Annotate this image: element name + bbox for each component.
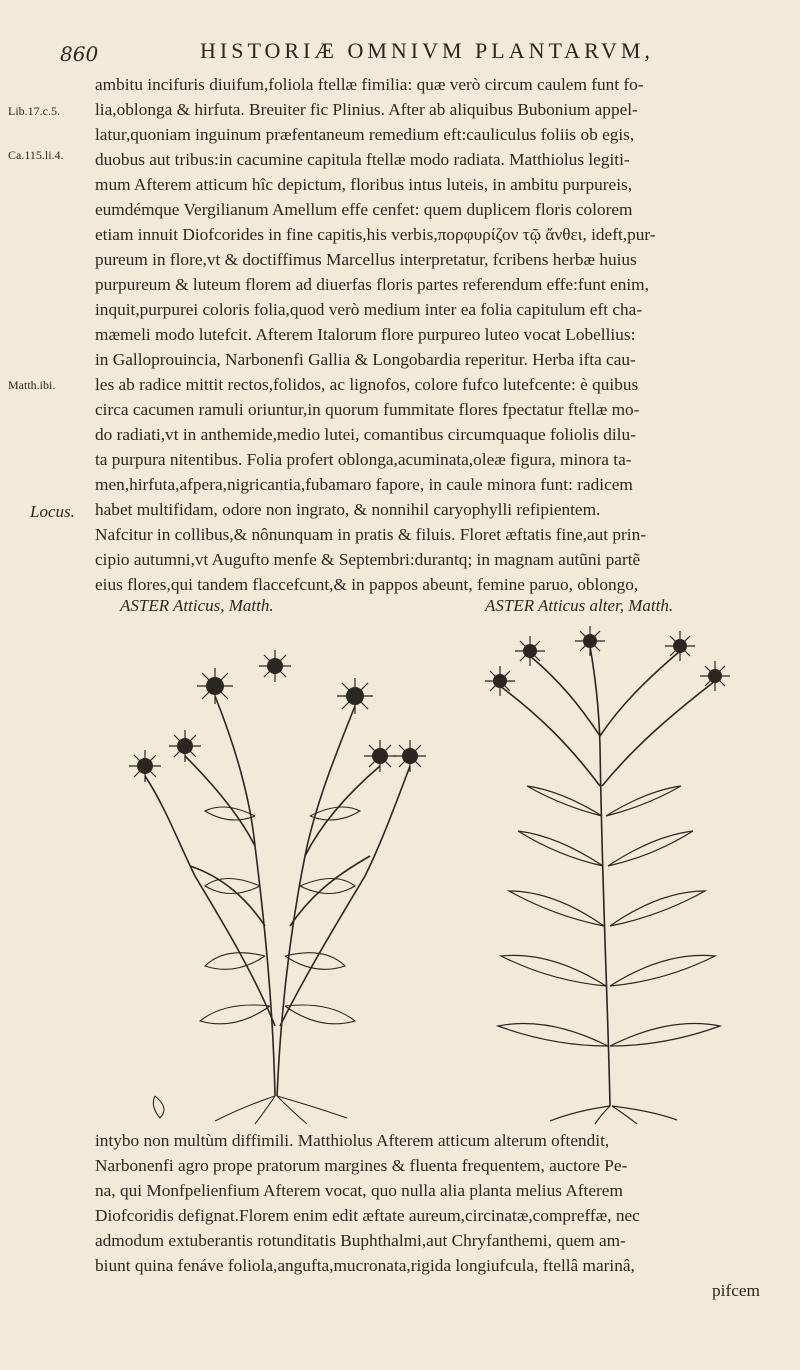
aster-atticus-woodcut-icon bbox=[105, 626, 445, 1126]
text-line: in Galloprouincia, Narbonenfi Gallia & Longobardia reperitur. Herba ifta cau- bbox=[95, 350, 636, 369]
right-figure-caption: ASTER Atticus alter, Matth. bbox=[485, 596, 674, 615]
text-line: habet multifidam, odore non ingrato, & nonnihil caryophylli refipientem. bbox=[95, 500, 601, 519]
paragraph-top bbox=[95, 72, 760, 597]
text-line: les ab radice mittit rectos,folidos, ac lignofos, colore fufco lutefcente: è quibus bbox=[95, 375, 639, 394]
text-line: circa cacumen ramuli oriuntur,in quorum fummitate flores fpectatur ftellæ mo- bbox=[95, 400, 640, 419]
margin-note-locus: Locus. bbox=[30, 502, 75, 521]
text-line: mæmeli modo lutefcit. Afterem Italorum flore purpureo luteo vocat Lobellius: bbox=[95, 325, 636, 344]
margin-note-ca: Ca.115.li.4. bbox=[8, 148, 64, 162]
text-line: etiam innuit Diofcorides in fine capitis,his verbis,πορφυρίζον τῷ ἄνθει, ideft,pur- bbox=[95, 225, 656, 244]
text-line: latur,quoniam inguinum præfentaneum remedium eft:cauliculus foliis ob egis, bbox=[95, 125, 635, 144]
figure-captions bbox=[95, 596, 760, 624]
text-line: intybo non multùm diffimili. Matthiolus Afterem atticum alterum oftendit, bbox=[95, 1131, 610, 1150]
text-line: men,hirfuta,afpera,nigricantia,fubamaro fapore, in caule minora funt: radicem bbox=[95, 475, 633, 494]
text-line: mum Afterem atticum hîc depictum, floribus intus luteis, in ambitu purpureis, bbox=[95, 175, 633, 194]
text-line: eumdémque Vergilianum Amellum effe cenfet: quem duplicem floris colorem bbox=[95, 200, 633, 219]
text-line: ambitu incifuris diuifum,foliola ftellæ fimilia: quæ verò circum caulem funt fo- bbox=[95, 75, 644, 94]
text-line: inquit,purpurei coloris folia,quod verò medium inter ea folia capitulum eft cha- bbox=[95, 300, 643, 319]
page-header bbox=[50, 38, 750, 68]
text-line: admodum extuberantis rotunditatis Buphthalmi,aut Chryfanthemi, quem am- bbox=[95, 1231, 626, 1250]
text-line: ta purpura nitentibus. Folia profert oblonga,acuminata,oleæ figura, minora ta- bbox=[95, 450, 632, 469]
page-number: 860 bbox=[60, 42, 99, 66]
text-line: Diofcoridis defignat.Florem enim edit æftate aureum,circinatæ,compreffæ, nec bbox=[95, 1206, 640, 1225]
running-title: HISTORIÆ OMNIVM PLANTARVM, bbox=[200, 38, 654, 63]
margin-note-lib: Lib.17.c.5. bbox=[8, 104, 60, 118]
aster-atticus-alter-woodcut-icon bbox=[470, 626, 750, 1126]
text-line: pifcem bbox=[712, 1281, 760, 1300]
text-line: duobus aut tribus:in cacumine capitula ftellæ modo radiata. Matthiolus legiti- bbox=[95, 150, 630, 169]
text-line: lia,oblonga & hirfuta. Breuiter fic Plinius. After ab aliquibus Bubonium appel- bbox=[95, 100, 638, 119]
text-line: eius flores,qui tandem flaccefcunt,& in pappos abeunt, femine paruo, oblongo, bbox=[95, 575, 639, 594]
text-line: do radiati,vt in anthemide,medio lutei, comantibus circumquaque foliolis dilu- bbox=[95, 425, 636, 444]
text-line: biunt quina fenáve foliola,angufta,mucronata,rigida longiufcula, ftellâ marinâ, bbox=[95, 1256, 635, 1275]
left-figure-caption: ASTER Atticus, Matth. bbox=[120, 596, 274, 615]
text-line: purpureum & luteum florem ad diuerfas floris partes referendum effe:funt enim, bbox=[95, 275, 649, 294]
text-line: cipio autumni,vt Augufto menfe & Septembri:durantq; in magnam autũni partẽ bbox=[95, 550, 641, 569]
text-line: na, qui Monfpelienfium Afterem vocat, quo nulla alia planta melius Afterem bbox=[95, 1181, 623, 1200]
paragraph-bottom bbox=[95, 1128, 760, 1303]
margin-note-matth: Matth.ibi. bbox=[8, 378, 56, 392]
text-line: pureum in flore,vt & doctiffimus Marcellus interpretatur, fcribens herbæ huius bbox=[95, 250, 637, 269]
text-line: Nafcitur in collibus,& nônunquam in pratis & filuis. Floret æftatis fine,aut prin- bbox=[95, 525, 646, 544]
text-line: Narbonenfi agro prope pratorum margines & fluenta frequentem, auctore Pe- bbox=[95, 1156, 628, 1175]
